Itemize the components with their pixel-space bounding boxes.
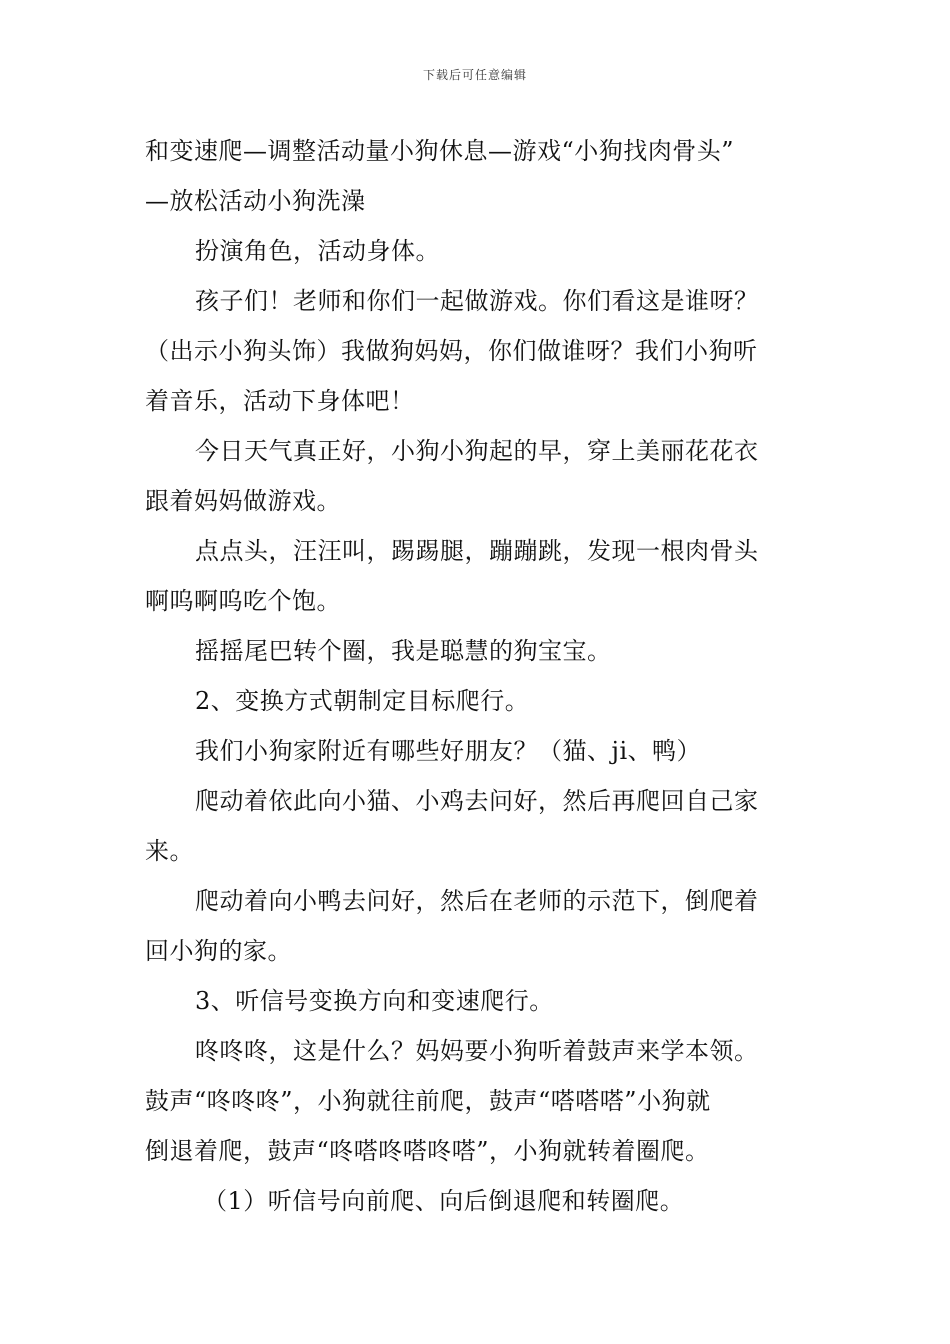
text-line: （1）听信号向前爬、向后倒退爬和转圈爬。 [203,1187,685,1215]
text-line: 点点头，汪汪叫，踢踢腿，蹦蹦跳，发现一根肉骨头 [195,537,759,565]
text-line: 着音乐，活动下身体吧！ [145,387,415,415]
text-line: —放松活动小狗洗澡 [145,187,366,215]
text-line: 回小狗的家。 [145,937,292,965]
text-line: 孩子们！老师和你们一起做游戏。你们看这是谁呀？ [195,287,759,315]
text-line: 啊呜啊呜吃个饱。 [145,587,341,615]
text-line: 爬动着向小鸭去问好，然后在老师的示范下，倒爬着 [195,887,759,915]
text-line: 2、变换方式朝制定目标爬行。 [195,687,530,715]
text-line: 来。 [145,837,194,865]
text-line: 倒退着爬，鼓声“咚嗒咚嗒咚嗒”，小狗就转着圈爬。 [145,1137,710,1165]
document-body [145,126,810,1226]
text-line: 3、听信号变换方向和变速爬行。 [195,987,554,1015]
text-line: 我们小狗家附近有哪些好朋友？（猫、ji、鸭） [195,737,702,765]
text-line: （出示小狗头饰）我做狗妈妈，你们做谁呀？我们小狗听 [145,337,758,365]
text-line: 爬动着依此向小猫、小鸡去问好，然后再爬回自己家 [195,787,759,815]
text-line: 鼓声“咚咚咚”，小狗就往前爬，鼓声“嗒嗒嗒”小狗就 [145,1087,711,1115]
text-line: 跟着妈妈做游戏。 [145,487,341,515]
text-line: 摇摇尾巴转个圈，我是聪慧的狗宝宝。 [195,637,612,665]
page-header: 下载后可任意编辑 [422,68,527,82]
text-line: 咚咚咚，这是什么？妈妈要小狗听着鼓声来学本领。 [195,1037,759,1065]
text-line: 和变速爬—调整活动量小狗休息—游戏“小狗找肉骨头” [145,137,735,165]
text-line: 今日天气真正好，小狗小狗起的早，穿上美丽花花衣 [195,437,759,465]
text-line: 扮演角色，活动身体。 [195,237,440,265]
